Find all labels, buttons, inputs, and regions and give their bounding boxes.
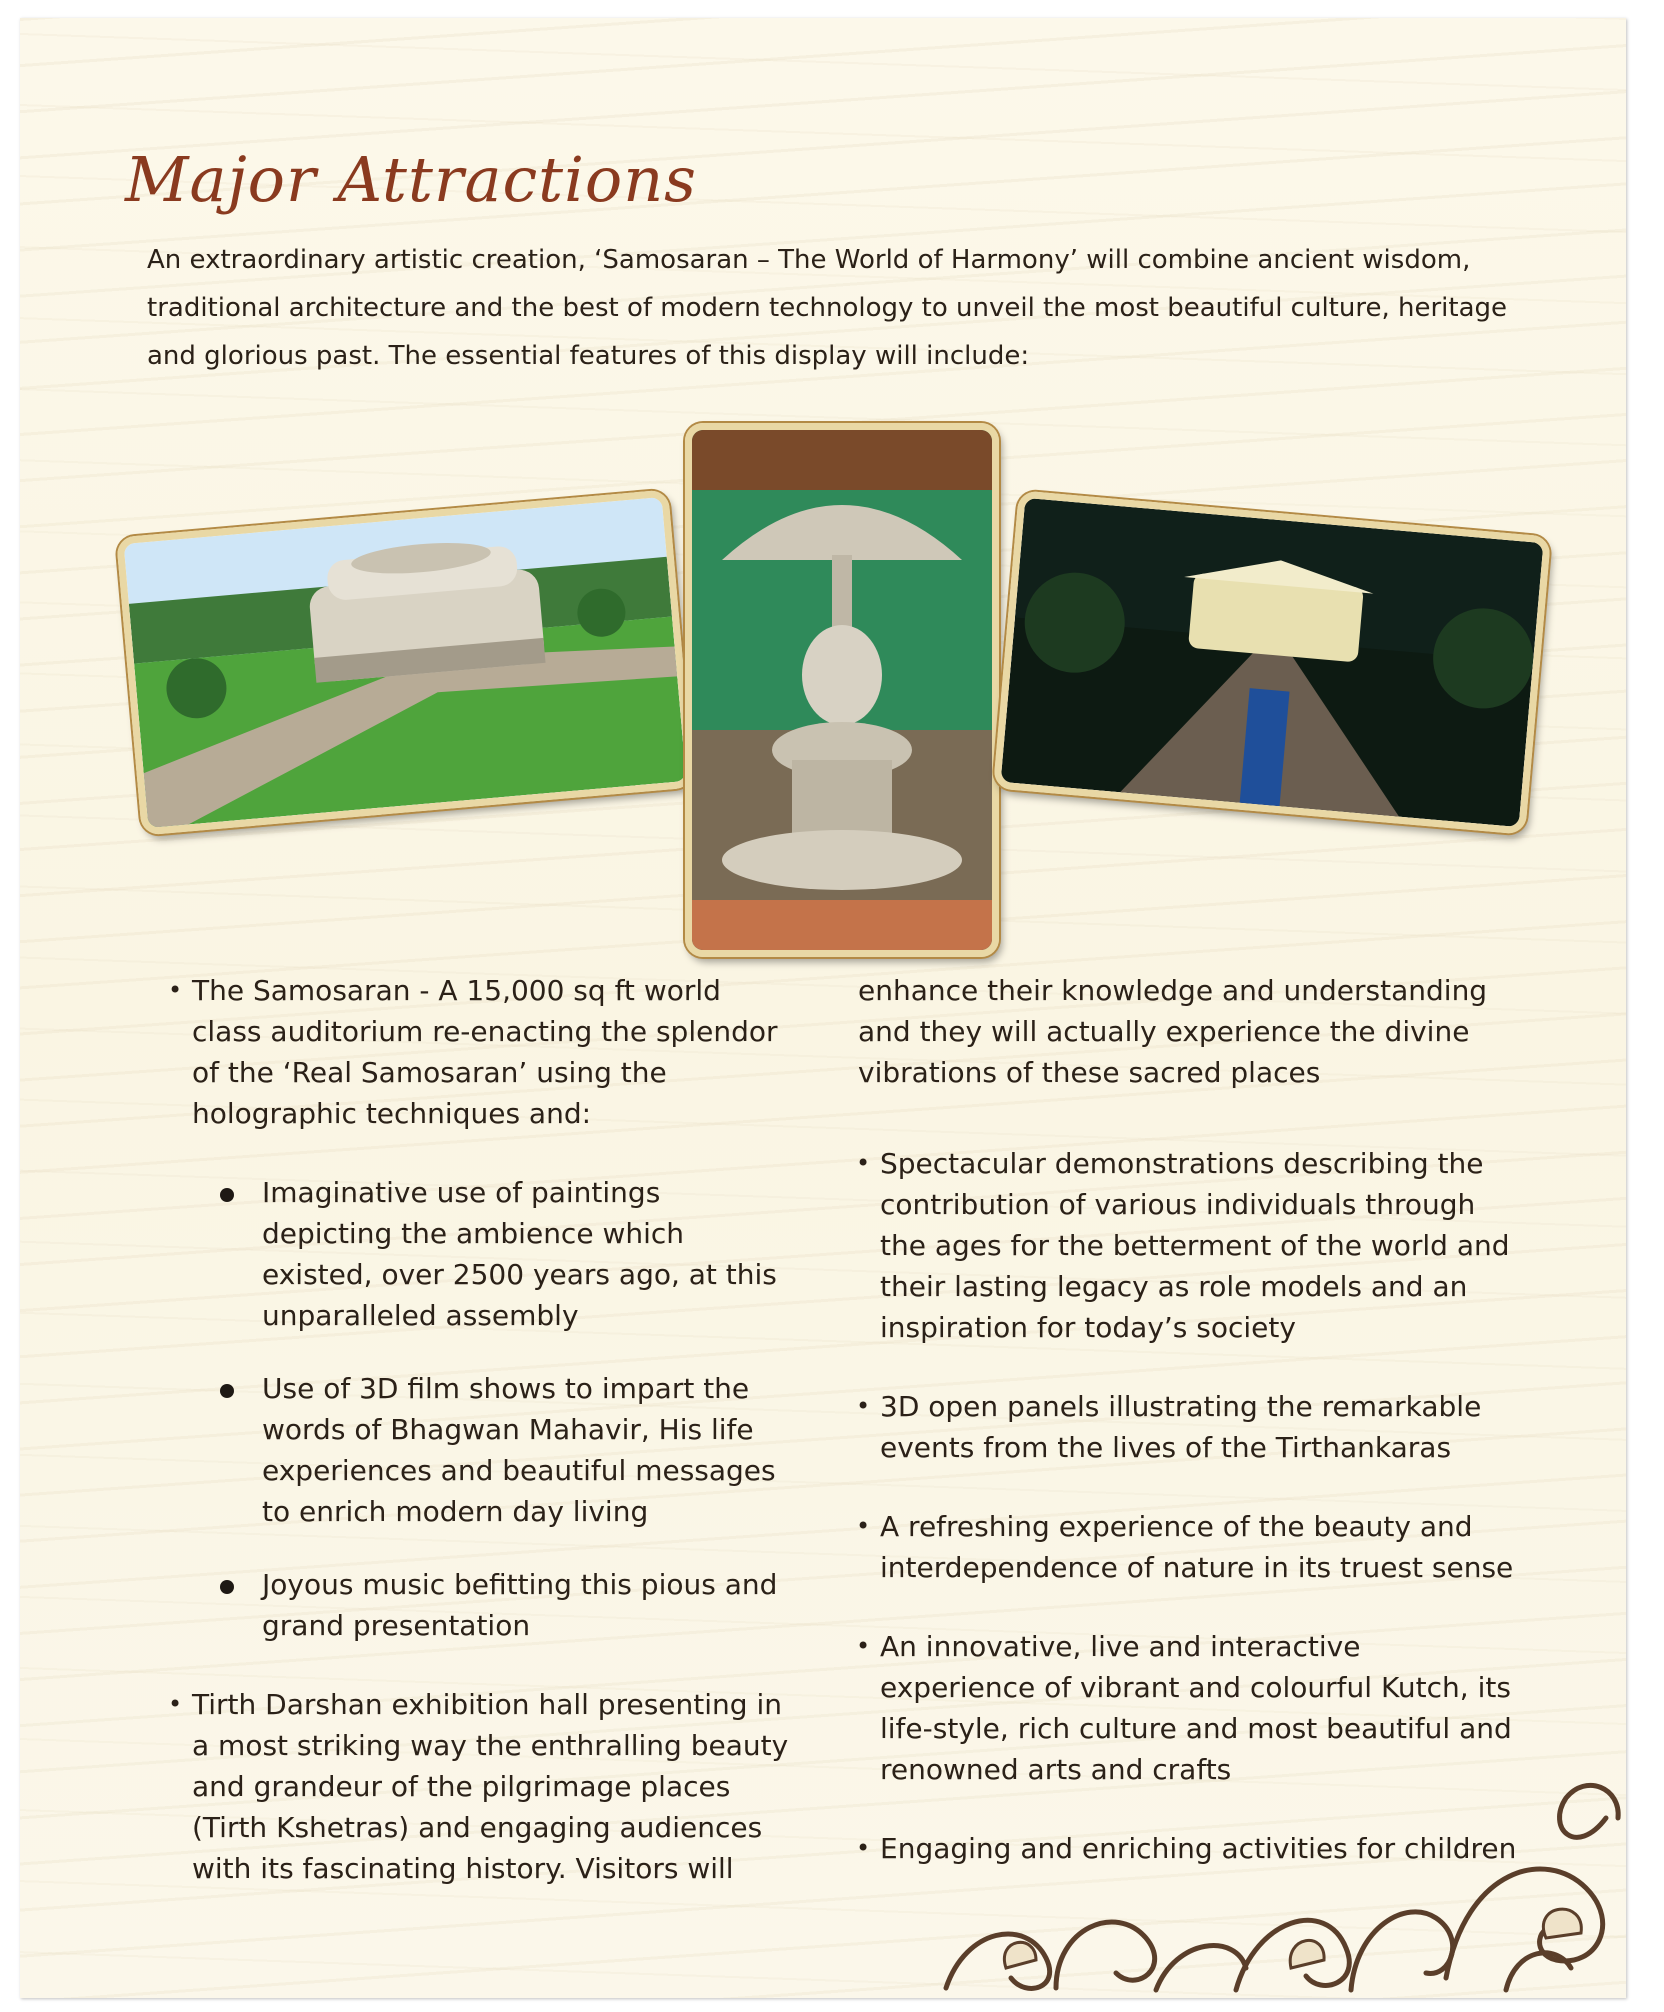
- intro-paragraph: An extraordinary artistic creation, ‘Samosaran – The World of Harmony’ will combine ancient wisdom, traditional architecture and the best of modern technology to unveil the most beautiful culture, heritage and glorious past. The essential features of this display will include:: [147, 245, 1508, 371]
- continued-text: enhance their knowledge and understanding and they will actually experience the divine vibrations of these sacred places: [858, 974, 1488, 1089]
- bullet-icon: •: [168, 976, 183, 1004]
- item-text: A refreshing experience of the beauty and interdependence of nature in its truest sense: [880, 1510, 1514, 1584]
- sub-list-item: [252, 1564, 790, 1646]
- list-item: [858, 1506, 1518, 1588]
- list-item: [858, 1386, 1518, 1468]
- item-text: An innovative, live and interactive experience of vibrant and colourful Kutch, its life-style, rich culture and most beautiful and renowned arts and crafts: [880, 1630, 1512, 1786]
- sub-list-item: [252, 1368, 790, 1532]
- samosaran-night-photo: [993, 490, 1551, 834]
- left-column-list: [170, 970, 790, 1927]
- list-item: [170, 970, 790, 1646]
- bullet-icon: •: [856, 1392, 871, 1420]
- item-text: Spectacular demonstrations describing the contribution of various individuals through the ages for the betterment of the world and their lasting legacy as role models and an inspiration for today’s society: [880, 1147, 1510, 1344]
- mahavir-idol-photo: [685, 423, 999, 957]
- floral-ornament-icon: [906, 1698, 1626, 1998]
- item-text: 3D open panels illustrating the remarkable events from the lives of the Tirthankaras: [880, 1390, 1482, 1464]
- sub-item-text: Use of 3D film shows to impart the words of Bhagwan Mahavir, His life experiences and beautiful messages to enrich modern day living: [262, 1372, 776, 1528]
- samosaran-exterior-day-photo: [116, 489, 694, 835]
- brochure-page: [20, 18, 1626, 1998]
- sub-list-item: [252, 1172, 790, 1336]
- item-text: Engaging and enriching activities for children: [880, 1832, 1517, 1865]
- bullet-icon: •: [856, 1632, 871, 1660]
- bullet-icon: •: [856, 1149, 871, 1177]
- item-text: Tirth Darshan exhibition hall presenting in a most striking way the enthralling beauty and grandeur of the pilgrimage places (Tirth Kshetras) and engaging audiences with its fascinating history. Visitors will: [192, 1688, 789, 1885]
- list-item: [858, 1143, 1518, 1348]
- dot-bullet-icon: [220, 1188, 234, 1202]
- dot-bullet-icon: [220, 1580, 234, 1594]
- item-text: The Samosaran - A 15,000 sq ft world class auditorium re-enacting the splendor of the ‘Real Samosaran’ using the holographic techniques and:: [192, 974, 778, 1130]
- sub-list: [192, 1172, 790, 1646]
- page-title: Major Attractions: [125, 143, 698, 216]
- sub-item-text: Imaginative use of paintings depicting the ambience which existed, over 2500 years ago, at this unparalleled assembly: [262, 1176, 777, 1332]
- bullet-icon: •: [856, 1512, 871, 1540]
- list-item: [170, 1684, 790, 1889]
- sub-item-text: Joyous music befitting this pious and grand presentation: [262, 1568, 778, 1642]
- dot-bullet-icon: [220, 1384, 234, 1398]
- bullet-icon: •: [856, 1834, 871, 1862]
- bullet-icon: •: [168, 1690, 183, 1718]
